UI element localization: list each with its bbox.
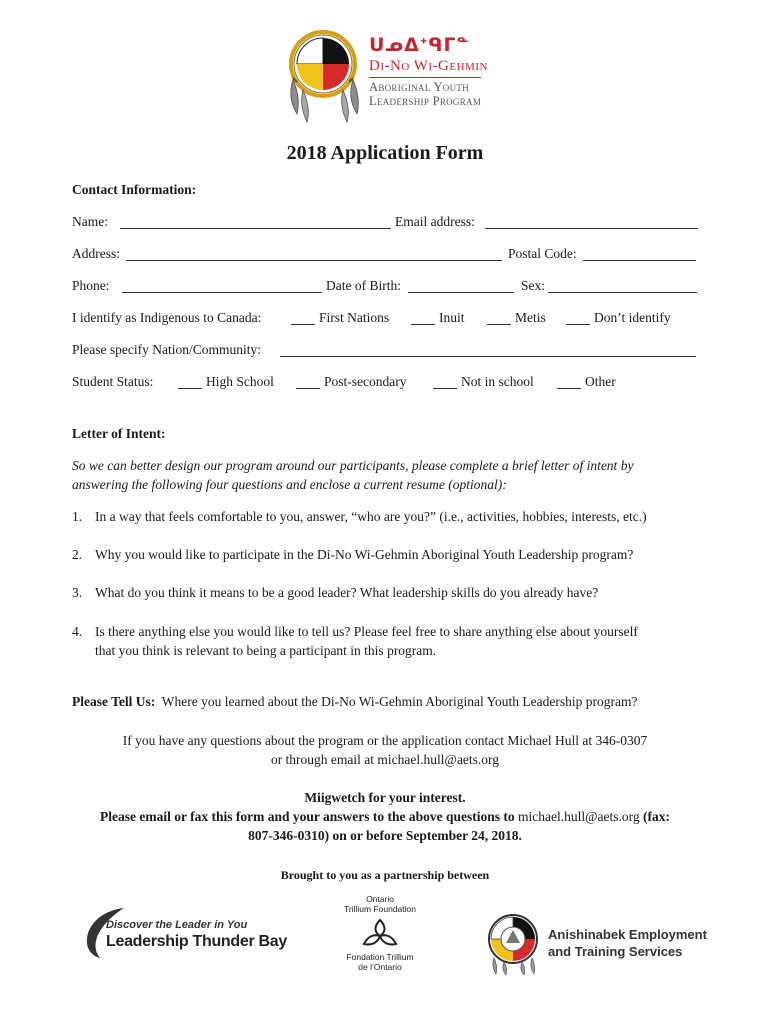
aets-emblem-icon (484, 912, 542, 976)
high-school-checkbox[interactable] (178, 388, 202, 389)
closing-line1 (0, 808, 770, 826)
partners-heading: Brought to you as a partnership between (280, 868, 490, 882)
question-text: In a way that feels comfortable to you, answer, “who are you?” (i.e., activities, hobbies, interests, etc.) (95, 509, 647, 524)
not-in-school-checkbox[interactable] (433, 388, 457, 389)
closing-email-link[interactable]: michael.hull@aets.org (517, 809, 640, 824)
brand-name: Di-No Wi-Gehmin (369, 58, 488, 74)
contact-line1: If you have any questions about the program or the application contact Michael Hull at 346-0307 (122, 733, 648, 748)
dob-label: Date of Birth: (326, 278, 401, 293)
address-label: Address: (72, 246, 120, 261)
metis-label: Metis (515, 310, 546, 325)
dob-field[interactable] (408, 292, 514, 293)
phone-field[interactable] (122, 292, 322, 293)
question-number: 2. (72, 547, 83, 562)
question-number: 3. (72, 585, 83, 600)
question-text: What do you think it means to be a good leader? What leadership skills do you already have? (95, 585, 599, 600)
tell-us-line (72, 693, 637, 711)
aets-line1: Anishinabek Employment (548, 927, 707, 942)
email-label: Email address: (395, 214, 475, 229)
contact-line2: or through email at michael.hull@aets.org (270, 752, 500, 767)
inuit-label: Inuit (439, 310, 465, 325)
program-logo (283, 28, 493, 128)
sex-field[interactable] (548, 292, 697, 293)
brand-sub-line1: Aboriginal Youth (369, 80, 470, 94)
address-field[interactable] (126, 260, 502, 261)
tell-us-text: Where you learned about the Di-No Wi-Gehmin Aboriginal Youth Leadership program? (161, 694, 638, 709)
first-nations-label: First Nations (319, 310, 390, 325)
otf-line1: Ontario (366, 894, 394, 904)
high-school-label: High School (206, 374, 274, 389)
otf-line2: Trillium Foundation (344, 904, 416, 914)
otf-line4: de l’Ontario (358, 962, 402, 972)
nation-field[interactable] (280, 356, 696, 357)
letter-intro-line2: answering the following four questions and enclose a current resume (optional): (72, 477, 507, 492)
indigenous-label: I identify as Indigenous to Canada: (72, 310, 262, 325)
closing-instruction: Please email or fax this form and your answers to the above questions to (99, 809, 515, 824)
name-field[interactable] (120, 228, 391, 229)
brand-syllabics: ᑌᓄᐃᕀᑫᒥᓐ (369, 34, 470, 56)
question-number: 1. (72, 509, 83, 524)
trillium-flower-icon (360, 916, 400, 952)
tell-us-label: Please Tell Us: (72, 694, 156, 709)
question-text-cont: that you think is relevant to being a participant in this program. (95, 643, 437, 658)
closing-fax-start: (fax: (643, 809, 671, 824)
dont-identify-checkbox[interactable] (566, 324, 590, 325)
letter-heading: Letter of Intent: (72, 426, 166, 441)
postal-field[interactable] (583, 260, 696, 261)
other-checkbox[interactable] (557, 388, 581, 389)
phone-label: Phone: (72, 278, 110, 293)
postal-label: Postal Code: (508, 246, 577, 261)
sex-label: Sex: (521, 278, 546, 293)
post-secondary-label: Post-secondary (324, 374, 407, 389)
contact-heading: Contact Information: (72, 182, 197, 197)
aets-logo (484, 912, 714, 978)
letter-intro-line1: So we can better design our program around our participants, please complete a brief letter of intent by (72, 458, 634, 473)
question-text: Is there anything else you would like to tell us? Please feel free to share anything else about yourself (95, 624, 638, 639)
student-status-label: Student Status: (72, 374, 154, 389)
brand-sub-line2: Leadership Program (369, 94, 482, 108)
nation-label: Please specify Nation/Community: (72, 342, 261, 357)
ltb-tagline: Discover the Leader in You (106, 919, 248, 931)
email-field[interactable] (485, 228, 698, 229)
brand-divider (369, 77, 481, 78)
first-nations-checkbox[interactable] (291, 324, 315, 325)
closing-thanks: Miigwetch for your interest. (304, 790, 466, 805)
not-in-school-label: Not in school (461, 374, 534, 389)
form-title: 2018 Application Form (286, 142, 484, 164)
closing-line2: 807-346-0310) on or before September 24, 2018. (248, 828, 522, 843)
question-text: Why you would like to participate in the Di-No Wi-Gehmin Aboriginal Youth Leadership program? (95, 547, 634, 562)
aets-line2: and Training Services (548, 944, 683, 959)
dont-identify-label: Don’t identify (594, 310, 671, 325)
leadership-thunder-bay-logo (84, 905, 289, 960)
other-label: Other (585, 374, 616, 389)
inuit-checkbox[interactable] (411, 324, 435, 325)
otf-line3: Fondation Trillium (346, 952, 414, 962)
name-label: Name: (72, 214, 108, 229)
post-secondary-checkbox[interactable] (296, 388, 320, 389)
metis-checkbox[interactable] (487, 324, 511, 325)
question-number: 4. (72, 624, 83, 639)
ltb-name: Leadership Thunder Bay (106, 933, 287, 950)
medicine-wheel-icon (283, 28, 367, 126)
trillium-foundation-logo (325, 894, 435, 984)
